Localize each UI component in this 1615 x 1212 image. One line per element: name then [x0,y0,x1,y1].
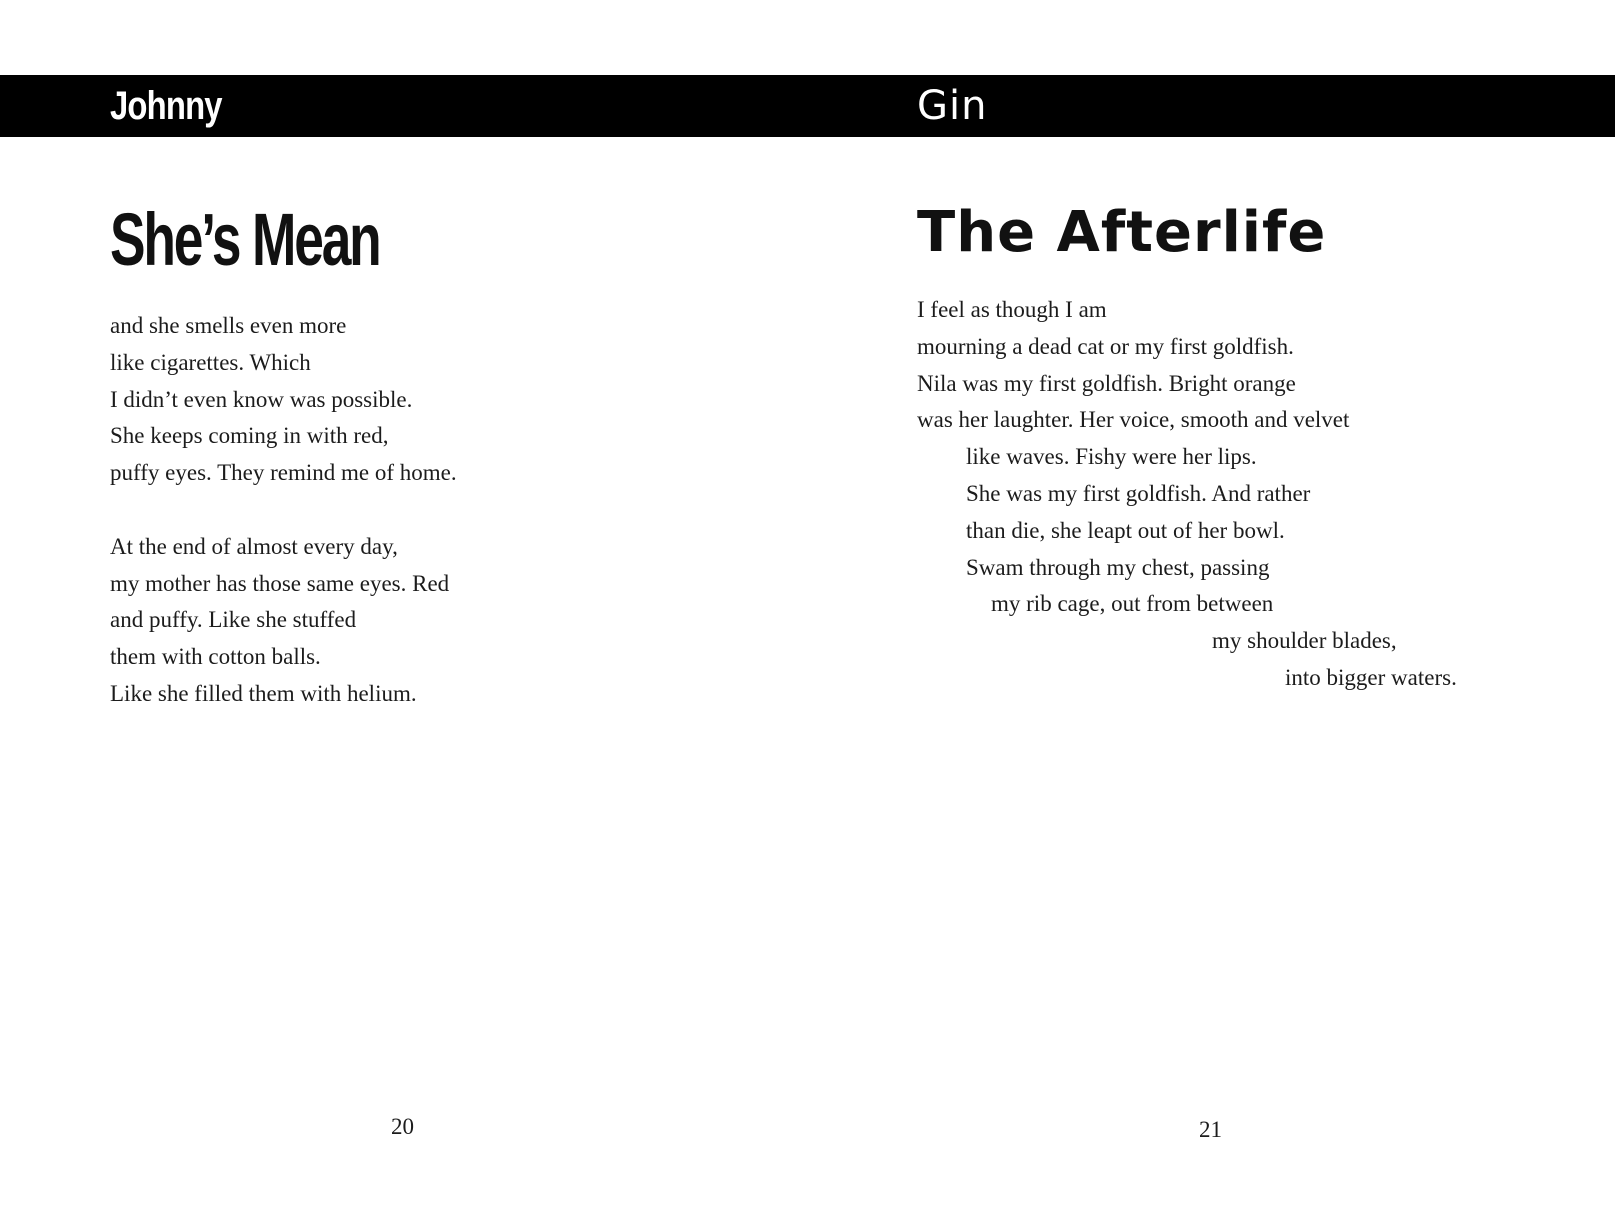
right-header-name: Gin [917,83,988,129]
right-page-number: 21 [1199,1117,1222,1142]
poem-line: I feel as though I am [917,297,1107,322]
left-header-name: Johnny [110,84,222,128]
poem-line: Swam through my chest, passing [966,554,1270,580]
poem-line: and puffy. Like she stuffed [110,607,357,633]
poem-line: my mother has those same eyes. Red [110,570,450,596]
poem-line: Like she filled them with helium. [110,680,417,706]
right-poem-body [917,292,1457,697]
poem-line: puffy eyes. They remind me of home. [110,460,457,486]
poem-line: At the end of almost every day, [110,533,398,559]
poem-line: Nila was my first goldfish. Bright orange [917,370,1296,396]
poem-line: my rib cage, out from between [991,591,1274,617]
poem-line: them with cotton balls. [110,644,321,670]
poem-line: She was my first goldfish. And rather [966,480,1311,506]
poem-line: than die, she leapt out of her bowl. [966,517,1285,543]
header-bar [0,75,1615,137]
poem-line: She keeps coming in with red, [110,423,389,449]
left-poem-body [110,308,457,713]
left-page-number: 20 [391,1114,414,1139]
poem-line: and she smells even more [110,313,347,338]
poem-line: like cigarettes. Which [110,349,311,375]
right-poem-title: The Afterlife [917,200,1327,265]
left-poem-title: She’s Mean [110,198,380,281]
poem-line: mourning a dead cat or my first goldfish. [917,333,1294,359]
stanza-break [110,492,457,529]
poem-line: I didn’t even know was possible. [110,386,413,412]
poem-line: was her laughter. Her voice, smooth and velvet [917,407,1350,433]
poem-line: like waves. Fishy were her lips. [966,444,1257,470]
poem-line: into bigger waters. [1285,664,1457,690]
poem-line: my shoulder blades, [1212,628,1397,654]
